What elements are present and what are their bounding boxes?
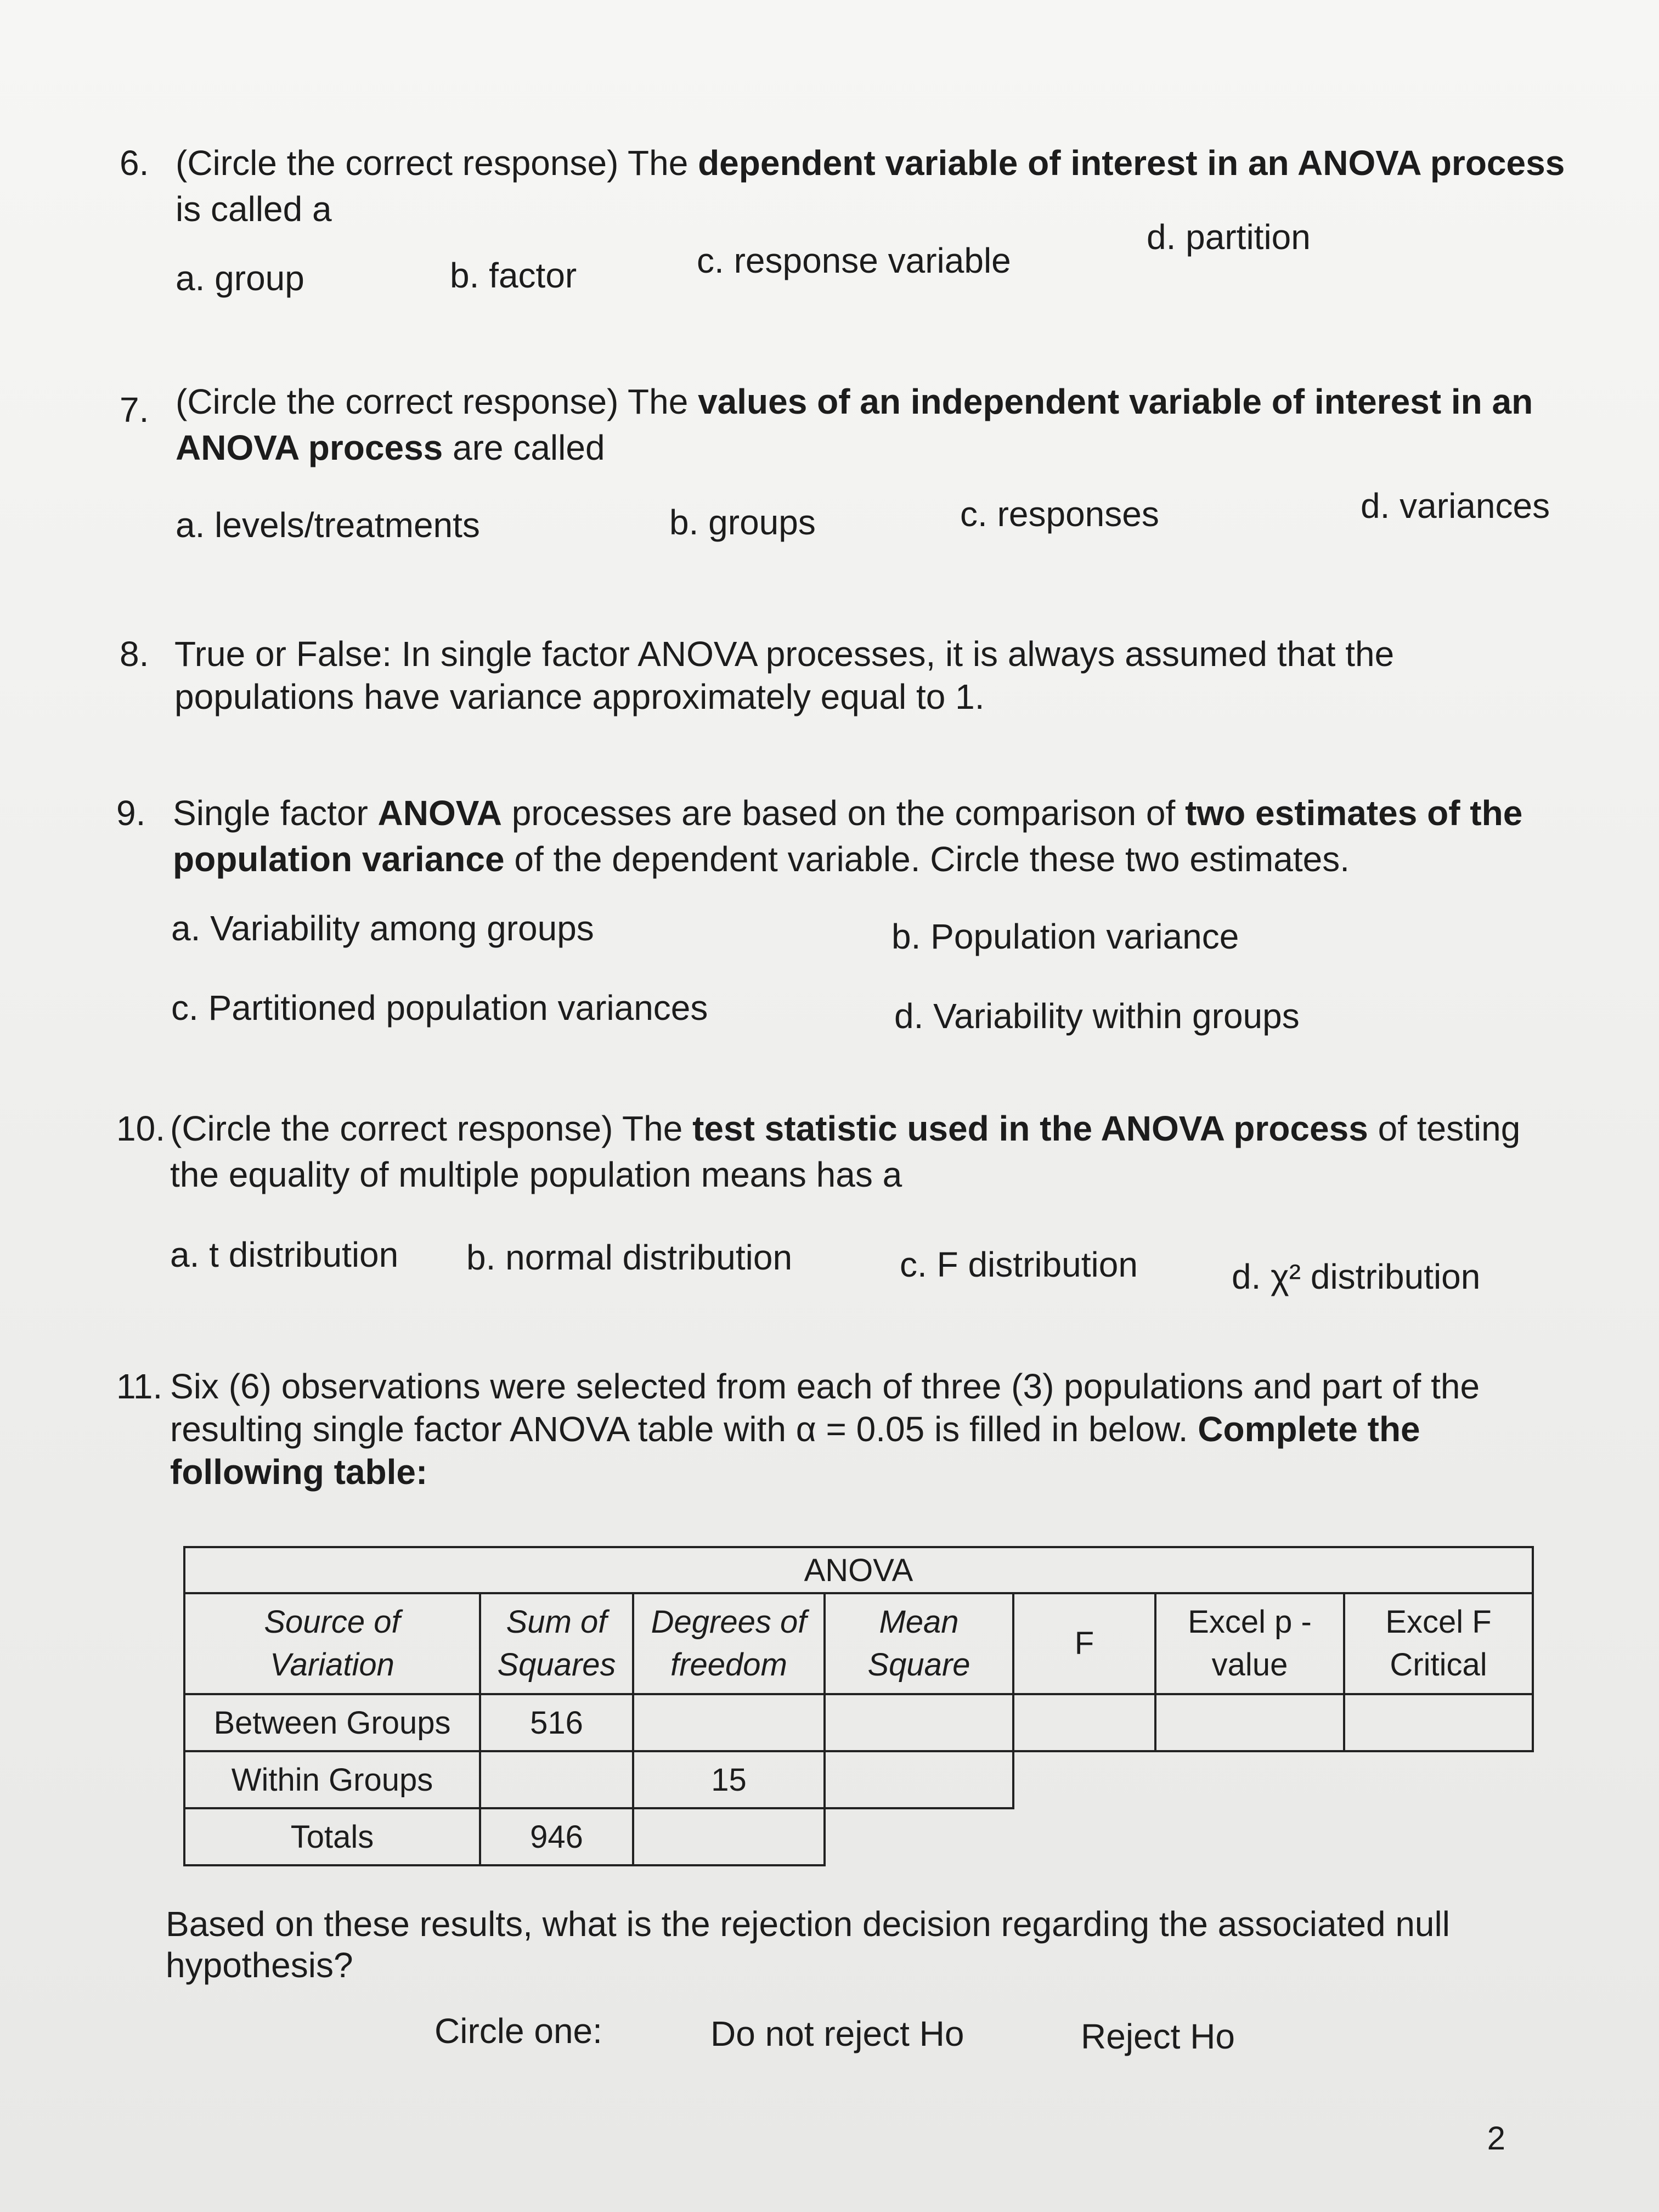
table-row [184, 1694, 1533, 1751]
q6-text: (Circle the correct response) The dependent variable of interest in an ANOVA process is called a [176, 143, 1565, 229]
header-f: F [1013, 1593, 1155, 1694]
q9-option-a[interactable]: a. Variability among groups [171, 909, 594, 948]
cell-f-critical[interactable] [1344, 1694, 1533, 1751]
q8-number: 8. [120, 634, 149, 674]
q8-line2: populations have variance approximately equal to 1. [174, 677, 985, 716]
cell-source: Within Groups [184, 1751, 480, 1808]
q11-line2: resulting single factor ANOVA table with α = 0.05 is filled in below. Complete the [170, 1409, 1420, 1449]
anova-table-caption: ANOVA [184, 1547, 1533, 1593]
q7-option-a[interactable]: a. levels/treatments [176, 505, 480, 545]
cell-ss[interactable]: 946 [480, 1808, 633, 1865]
table-row [184, 1751, 1533, 1808]
cell-df[interactable] [633, 1808, 825, 1865]
cell-ms[interactable] [825, 1751, 1013, 1808]
table-row [184, 1808, 1533, 1865]
q9-option-d[interactable]: d. Variability within groups [894, 996, 1300, 1036]
q6-option-d[interactable]: d. partition [1147, 217, 1311, 257]
q11-number: 11. [116, 1367, 163, 1406]
cell-ms[interactable] [825, 1694, 1013, 1751]
q7-option-d[interactable]: d. variances [1361, 486, 1550, 526]
cell-source: Between Groups [184, 1694, 480, 1751]
cell-df[interactable] [633, 1694, 825, 1751]
q10-number: 10. [116, 1109, 165, 1148]
anova-table [183, 1546, 1534, 1866]
cell-f[interactable] [1013, 1694, 1155, 1751]
header-source-of-variation: Source of Variation [184, 1593, 480, 1694]
circle-one-label: Circle one: [435, 2011, 602, 2051]
q8-line1: True or False: In single factor ANOVA processes, it is always assumed that the [174, 634, 1395, 674]
choice-reject[interactable]: Reject Ho [1081, 2017, 1235, 2056]
q10-option-d[interactable]: d. χ² distribution [1232, 1257, 1481, 1296]
header-degrees-of-freedom: Degrees of freedom [633, 1593, 825, 1694]
page-number: 2 [1487, 2120, 1505, 2157]
q7-option-b[interactable]: b. groups [669, 503, 816, 542]
empty-area [825, 1808, 1533, 1865]
empty-area [1013, 1751, 1533, 1808]
cell-p-value[interactable] [1155, 1694, 1344, 1751]
cell-ss[interactable] [480, 1751, 633, 1808]
q9-option-b[interactable]: b. Population variance [891, 917, 1239, 956]
header-excel-p-value: Excel p - value [1155, 1593, 1344, 1694]
q10-option-a[interactable]: a. t distribution [170, 1235, 399, 1274]
q6-option-b[interactable]: b. factor [450, 256, 577, 295]
q7-text: (Circle the correct response) The values of an independent variable of interest in an ANOVA process are called [176, 382, 1533, 467]
q10-option-b[interactable]: b. normal distribution [466, 1238, 793, 1277]
q9-text: Single factor ANOVA processes are based on the comparison of two estimates of the population variance of the dependent variable. Circle these two estimates. [173, 793, 1523, 879]
header-mean-square: Mean Square [825, 1593, 1013, 1694]
q9-option-c[interactable]: c. Partitioned population variances [171, 988, 708, 1028]
header-sum-of-squares: Sum of Squares [480, 1593, 633, 1694]
choice-do-not-reject[interactable]: Do not reject Ho [710, 2014, 964, 2053]
q6-option-c[interactable]: c. response variable [697, 241, 1011, 280]
q11-line1: Six (6) observations were selected from each of three (3) populations and part of the [170, 1367, 1480, 1406]
q7-number: 7. [120, 390, 149, 430]
q7-option-c[interactable]: c. responses [960, 494, 1159, 534]
q10-text: (Circle the correct response) The test statistic used in the ANOVA process of testing the equality of multiple population means has a [170, 1109, 1521, 1194]
q9-number: 9. [116, 793, 146, 833]
cell-df[interactable]: 15 [633, 1751, 825, 1808]
cell-ss[interactable]: 516 [480, 1694, 633, 1751]
q10-option-c[interactable]: c. F distribution [900, 1245, 1138, 1284]
decision-question-line2: hypothesis? [166, 1945, 353, 1985]
decision-question-line1: Based on these results, what is the rejection decision regarding the associated null [166, 1904, 1450, 1944]
cell-source: Totals [184, 1808, 480, 1865]
q6-number: 6. [120, 143, 149, 183]
q11-line3: following table: [170, 1452, 428, 1492]
q6-option-a[interactable]: a. group [176, 258, 304, 298]
header-excel-f-critical: Excel F Critical [1344, 1593, 1533, 1694]
